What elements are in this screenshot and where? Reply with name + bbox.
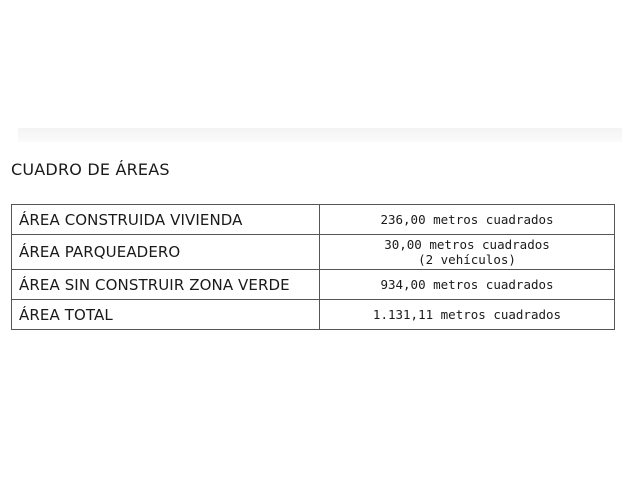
table-row [12, 235, 615, 270]
table-row [12, 270, 615, 300]
areas-table [11, 204, 615, 330]
table-row [12, 205, 615, 235]
row-label: ÁREA CONSTRUIDA VIVIENDA [12, 205, 320, 235]
row-value [320, 270, 615, 300]
value-text: 934,00 metros cuadrados [380, 277, 554, 292]
row-value [320, 205, 615, 235]
value-text-line2: (2 vehículos) [418, 252, 516, 267]
row-label: ÁREA PARQUEADERO [12, 235, 320, 270]
table-title: CUADRO DE ÁREAS [11, 160, 170, 179]
table-row [12, 300, 615, 330]
row-value [320, 235, 615, 270]
value-text: 1.131,11 metros cuadrados [372, 307, 562, 322]
value-text: 30,00 metros cuadrados [384, 237, 550, 252]
row-label: ÁREA TOTAL [12, 300, 320, 330]
value-text: 236,00 metros cuadrados [380, 212, 554, 227]
row-value [320, 300, 615, 330]
row-label: ÁREA SIN CONSTRUIR ZONA VERDE [12, 270, 320, 300]
top-gray-band [18, 128, 622, 142]
